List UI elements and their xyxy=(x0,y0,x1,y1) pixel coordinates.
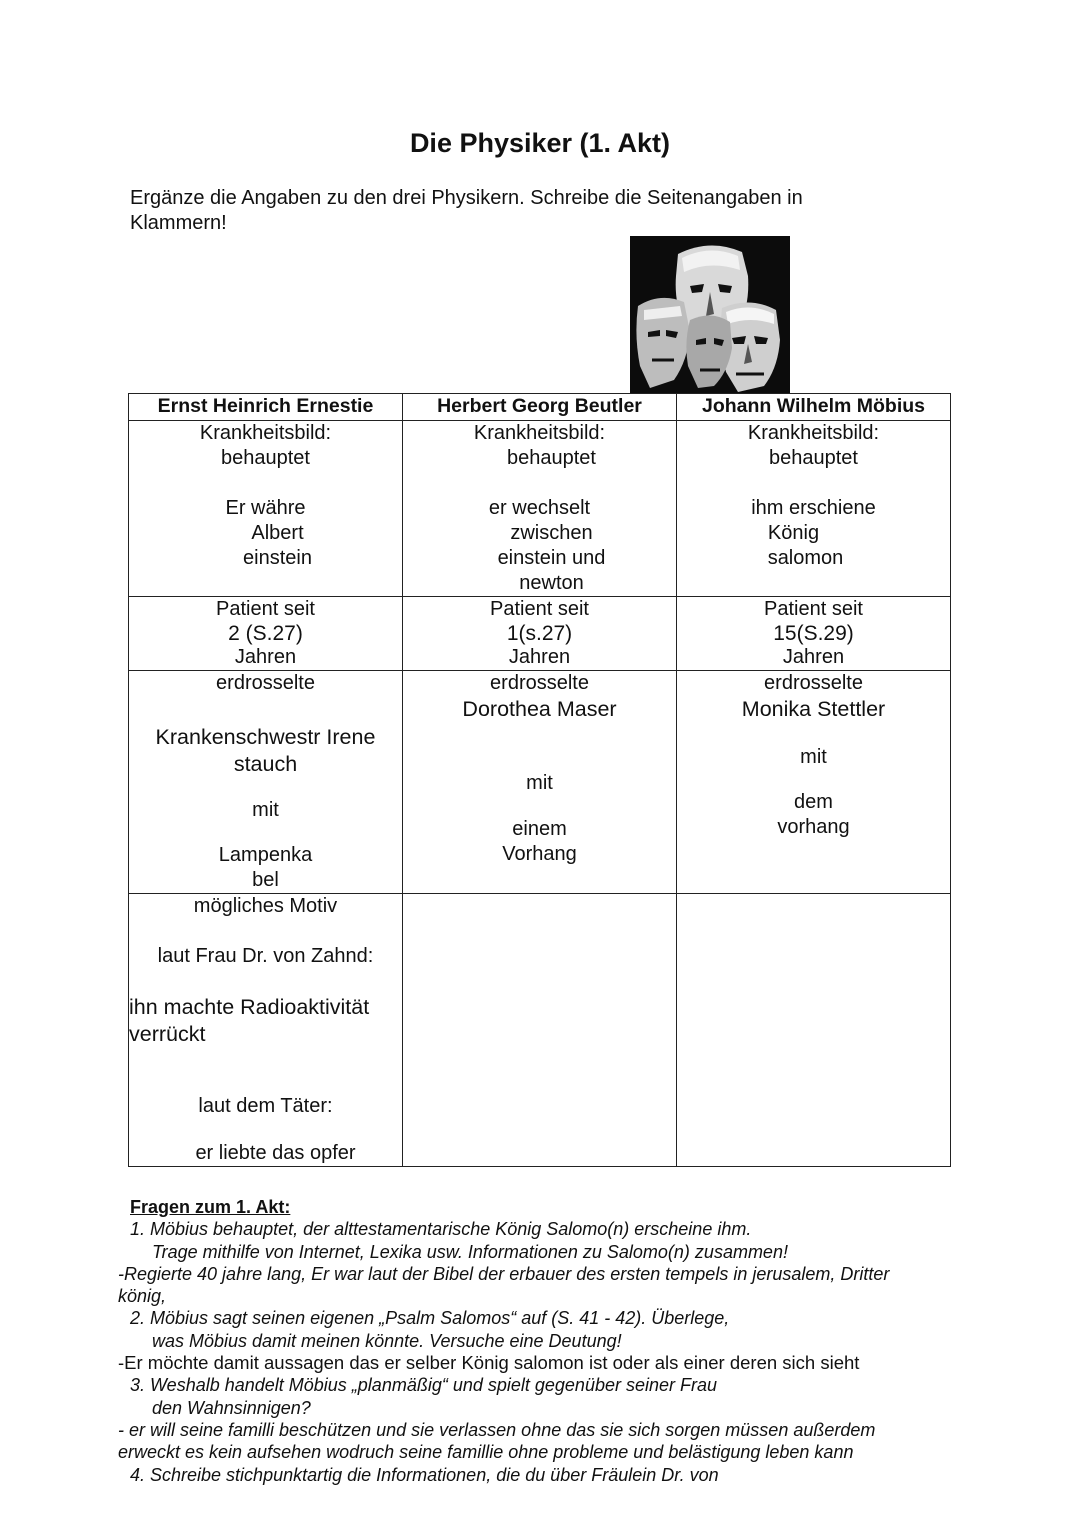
cell-spacer xyxy=(129,471,402,496)
cell-spacer xyxy=(129,823,402,843)
victim-name: Krankenschwestr Irene xyxy=(155,725,376,749)
cell-line: zwischen xyxy=(510,522,593,544)
cell-spacer xyxy=(129,1119,402,1141)
victim-name: stauch xyxy=(233,752,298,776)
cell-spacer xyxy=(129,969,402,994)
cell-spacer xyxy=(677,471,950,496)
cell-spacer xyxy=(129,1048,402,1094)
cell-line: newton xyxy=(519,572,584,594)
cell-line: dem xyxy=(794,791,833,813)
questions-section xyxy=(118,1196,978,1486)
cell-spacer xyxy=(677,770,950,790)
victim-name: Dorothea Maser xyxy=(462,697,617,721)
cell-line: Lampenka xyxy=(218,844,313,866)
cell-line: er liebte das opfer xyxy=(195,1142,356,1164)
column-header: Ernst Heinrich Ernestie xyxy=(129,394,403,421)
answer-line: könig, xyxy=(118,1286,167,1307)
cell-spacer xyxy=(403,471,676,496)
patient-cell xyxy=(403,597,677,671)
cell-line: behauptet xyxy=(221,447,310,469)
page-title: Die Physiker (1. Akt) xyxy=(409,128,671,158)
cell-line: laut dem Täter: xyxy=(198,1095,333,1117)
cell-line: mit xyxy=(800,746,827,768)
cell-line: behauptet xyxy=(769,447,858,469)
cell-line: mit xyxy=(252,799,279,821)
cell-line: Er währe xyxy=(225,497,306,519)
motiv-answer: verrückt xyxy=(129,1022,206,1046)
cell-line: vorhang xyxy=(777,816,850,838)
cell-spacer xyxy=(677,723,950,745)
cell-line: Albert xyxy=(251,522,304,544)
krankheitsbild-cell xyxy=(677,421,951,597)
question-line: 4. Schreibe stichpunktartig die Informationen, die du über Fräulein Dr. von xyxy=(130,1464,719,1485)
motiv-answer: ihn machte Radioaktivität xyxy=(129,995,370,1019)
cell-line: behauptet xyxy=(507,447,596,469)
column-header: Johann Wilhelm Möbius xyxy=(677,394,951,421)
cell-line: Jahren xyxy=(508,646,571,668)
patient-cell xyxy=(129,597,403,671)
cell-line: ihm erschiene xyxy=(751,497,876,519)
erdrosselte-cell xyxy=(129,671,403,894)
cell-line: Jahren xyxy=(234,646,297,668)
cell-line: erdrosselte xyxy=(216,672,315,694)
cell-line: Jahren xyxy=(782,646,845,668)
cell-line: erdrosselte xyxy=(764,672,863,694)
cell-spacer xyxy=(129,919,402,944)
cell-line: einstein und xyxy=(497,547,606,569)
cell-spacer xyxy=(403,723,676,771)
erdrosselte-cell xyxy=(677,671,951,894)
questions-heading: Fragen zum 1. Akt: xyxy=(130,1197,291,1217)
cell-line: Krankheitsbild: xyxy=(199,422,332,444)
answer-line: erweckt es kein aufsehen wodruch seine famillie ohne probleme und belästigung leben kann xyxy=(118,1442,854,1463)
portrait-illustration xyxy=(630,236,790,394)
cell-line: Patient seit xyxy=(490,598,589,620)
cell-line: einstein xyxy=(243,547,312,569)
question-line: 3. Weshalb handelt Möbius „planmäßig“ und spielt gegenüber seiner Frau xyxy=(130,1375,718,1396)
answer-line: -Regierte 40 jahre lang, Er war laut der Bibel der erbauer des ersten tempels in jerusalem, Dritter xyxy=(118,1263,890,1284)
cell-spacer xyxy=(129,696,402,724)
cell-line: mit xyxy=(526,772,553,794)
patient-cell xyxy=(677,597,951,671)
krankheitsbild-cell xyxy=(129,421,403,597)
cell-line: erdrosselte xyxy=(490,672,589,694)
cell-line: Vorhang xyxy=(502,843,577,865)
victim-name: Monika Stettler xyxy=(741,697,886,721)
cell-line: 2 (S.27) xyxy=(228,622,303,645)
cell-line: Patient seit xyxy=(216,598,315,620)
intro-line: Ergänze die Angaben zu den drei Physikern. Schreibe die Seitenangaben in xyxy=(130,187,803,209)
question-line: Trage mithilfe von Internet, Lexika usw. Informationen zu Salomo(n) zusammen! xyxy=(152,1241,788,1262)
cell-spacer xyxy=(129,778,402,798)
cell-line: König xyxy=(767,522,820,544)
column-header: Herbert Georg Beutler xyxy=(403,394,677,421)
motiv-cell xyxy=(129,894,403,1167)
cell-line: Krankheitsbild: xyxy=(747,422,880,444)
question-line: den Wahnsinnigen? xyxy=(152,1397,311,1418)
cell-line: Patient seit xyxy=(764,598,863,620)
cell-line: Krankheitsbild: xyxy=(473,422,606,444)
cell-spacer xyxy=(403,796,676,817)
question-line: was Möbius damit meinen könnte. Versuche eine Deutung! xyxy=(152,1330,622,1351)
cell-line: er wechselt xyxy=(488,497,591,519)
physicists-table xyxy=(128,393,951,1167)
cell-line: 1(s.27) xyxy=(506,622,573,645)
cell-line: laut Frau Dr. von Zahnd: xyxy=(157,945,374,967)
physicists-portrait-image xyxy=(630,236,790,394)
cell-line: bel xyxy=(252,869,279,891)
krankheitsbild-cell xyxy=(403,421,677,597)
erdrosselte-cell xyxy=(403,671,677,894)
question-line: 2. Möbius sagt seinen eigenen „Psalm Salomos“ auf (S. 41 - 42). Überlege, xyxy=(130,1308,730,1329)
question-line: 1. Möbius behauptet, der alttestamentarische König Salomo(n) erscheine ihm. xyxy=(130,1219,752,1240)
intro-text xyxy=(130,186,890,236)
motiv-cell-empty xyxy=(403,894,677,1167)
cell-line: salomon xyxy=(767,547,844,569)
cell-line: 15(S.29) xyxy=(773,622,854,645)
motiv-cell-empty xyxy=(677,894,951,1167)
cell-line: einem xyxy=(512,818,567,840)
answer-line: -Er möchte damit aussagen das er selber König salomon ist oder als einer deren sich sieht xyxy=(118,1352,860,1374)
cell-line: mögliches Motiv xyxy=(193,895,338,917)
answer-line: - er will seine familli beschützen und sie verlassen ohne das sie sich sorgen müssen außerdem xyxy=(118,1419,876,1440)
intro-line: Klammern! xyxy=(130,212,227,234)
